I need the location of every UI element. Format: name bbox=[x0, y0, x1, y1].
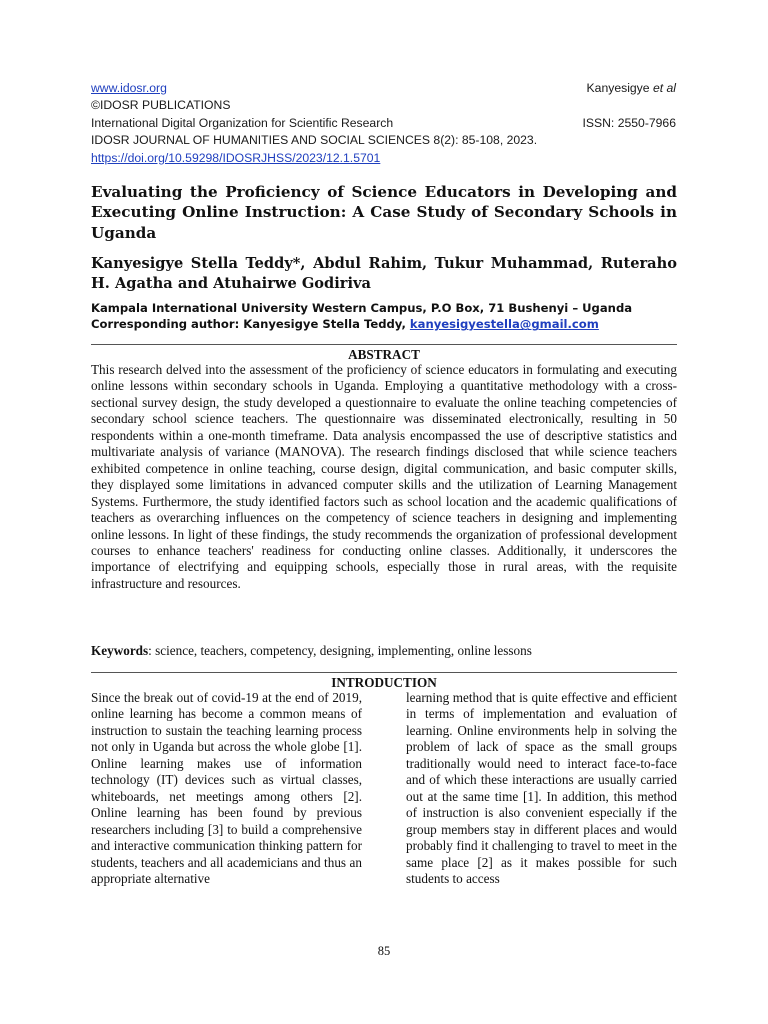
doi-link[interactable]: https://doi.org/10.59298/IDOSRJHSS/2023/12.1.5701 bbox=[91, 150, 381, 165]
website-link[interactable]: www.idosr.org bbox=[91, 81, 167, 95]
affiliation-line: Kampala International University Western Campus, P.O Box, 71 Bushenyi – Uganda bbox=[91, 301, 633, 315]
abstract-top-rule bbox=[91, 344, 677, 345]
journal-citation: IDOSR JOURNAL OF HUMANITIES AND SOCIAL SCIENCES 8(2): 85-108, 2023. bbox=[91, 133, 538, 148]
paper-title: Evaluating the Proficiency of Science Educators in Developing and Executing Online Instruction: A Case Study of Secondary Schools in Uganda bbox=[91, 183, 677, 242]
publisher-line: ©IDOSR PUBLICATIONS bbox=[91, 98, 231, 113]
journal-header bbox=[91, 80, 681, 167]
author-list: Kanyesigye Stella Teddy*, Abdul Rahim, Tukur Muhammad, Ruteraho H. Agatha and Atuhairwe Godiriva bbox=[91, 255, 677, 293]
running-author-name: Kanyesigye bbox=[586, 81, 650, 95]
abstract-heading: ABSTRACT bbox=[348, 347, 420, 362]
page-number: 85 bbox=[377, 944, 391, 958]
abstract-text: This research delved into the assessment of the proficiency of science educators in formulating and executing online lessons within secondary schools in Uganda. Employing a quantitative methodology with a cross-sectional survey design, the study developed a questionnaire to evaluate the online teaching competencies of secondary school science teachers. The questionnaire was disseminated electronically, resulting in 50 respondents within a one-month timeframe. Data analysis encompassed the use of descriptive statistics and multivariate analysis of variance (MANOVA). The research findings disclosed that while science teachers exhibited competence in online teaching, course design, digital communication, and basic computer skills, they displayed some limitations in advanced computer skills and the utilization of Learning Management Systems. Furthermore, the study identified factors such as school location and the academic qualifications of teachers as overarching influences on the competency of science teachers in designing and implementing online lessons. In light of these findings, the study recommends the organization of professional development courses to enhance teachers' readiness for conducting online classes. Additionally, it underscores the importance of electrifying and equipping schools, especially those in rural areas, with the requisite infrastructure and resources. bbox=[91, 362, 677, 591]
issn-label: ISSN: 2550-7966 bbox=[582, 115, 676, 130]
organization-line: International Digital Organization for Scientific Research bbox=[91, 115, 394, 130]
introduction-top-rule bbox=[91, 672, 677, 673]
introduction-left-column: Since the break out of covid-19 at the end of 2019, online learning has become a common means of instruction to sustain the teaching learning process not only in Uganda but across the whole globe [1]. Online learning makes use of information technology (IT) devices such as virtual classes, whiteboards, net meetings among others [2]. Online learning has been found by previous researchers including [3] to build a comprehensive and interactive communication thinking pattern for students, teachers and all academicians and thus an appropriate alternative bbox=[91, 690, 362, 886]
corresponding-author-label: Corresponding author: Kanyesigye Stella Teddy, bbox=[91, 317, 406, 332]
affiliation-block bbox=[91, 300, 681, 333]
running-author bbox=[587, 80, 676, 97]
introduction-heading: INTRODUCTION bbox=[331, 675, 437, 690]
running-author-etal: et al bbox=[652, 81, 676, 95]
introduction-right-column: learning method that is quite effective and efficient in terms of implementation and evaluation of learning. Online environments help in solving the problem of lack of space as the small groups traditionally would need to interact face-to-face and of which these interactions are usually carried out at the same time [1]. In addition, this method of instruction is also convenient especially if the group members stay in different places and would probably find it challenging to travel to meet in the same place [2] as it makes possible for such students to access bbox=[406, 690, 677, 886]
keywords-list: : science, teachers, competency, designing, implementing, online lessons bbox=[148, 643, 532, 658]
email-link[interactable]: kanyesigyestella@gmail.com bbox=[409, 317, 599, 332]
keywords-line bbox=[91, 643, 677, 659]
keywords-label: Keywords bbox=[91, 643, 149, 658]
corresponding-author-line bbox=[91, 316, 681, 332]
